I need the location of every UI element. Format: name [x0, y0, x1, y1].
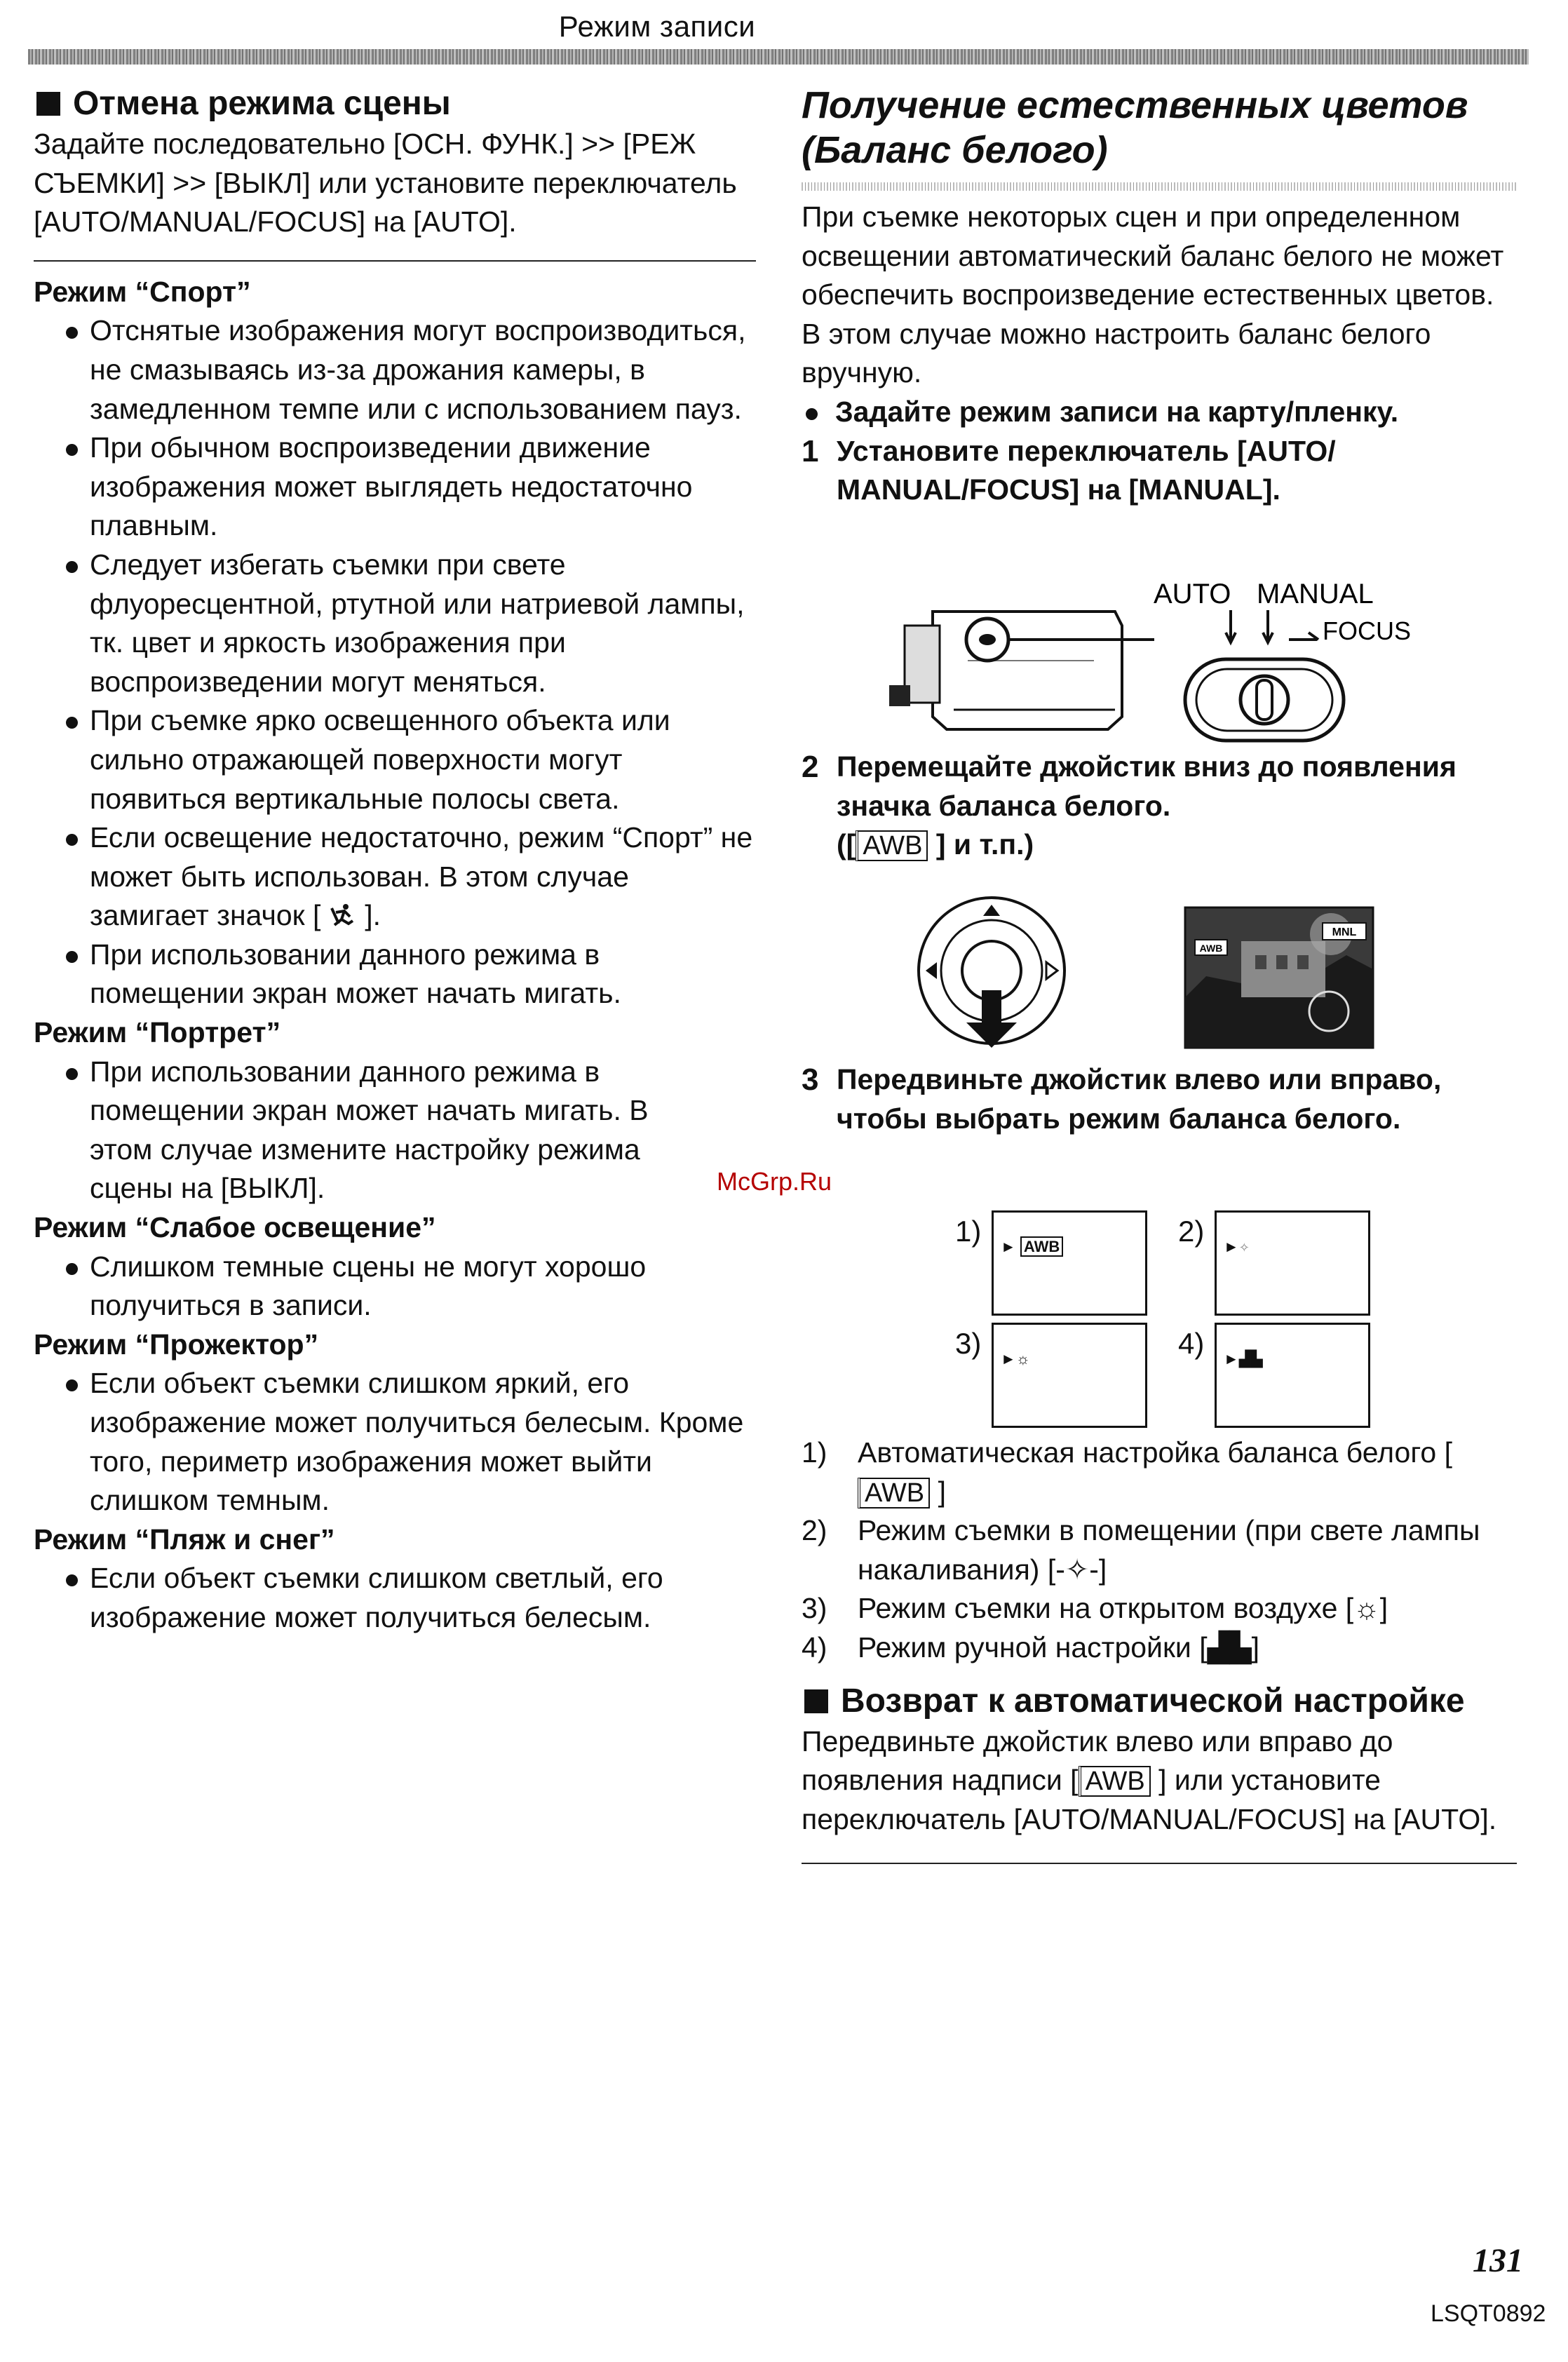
- cancel-scene-text: Задайте последовательно [ОСН. ФУНК.] >> [РЕЖ СЪЕМКИ] >> [ВЫКЛ] или установите переключатель [AUTO/MANUAL/FOCUS] на [AUTO].: [34, 128, 737, 238]
- manual-label: MANUAL: [1257, 579, 1374, 609]
- step-2-block: [802, 748, 1517, 865]
- list-item: При использовании данного режима в помещении экран может начать мигать. В этом случае измените настройку режима сцены на [ВЫКЛ].: [60, 1053, 756, 1208]
- record-mode-note: Задайте режим записи на карту/пленку.: [802, 393, 1517, 432]
- sport-list: [34, 311, 756, 1013]
- list-item: Следует избегать съемки при свете флуоресцентной, ртутной или натриевой лампы, тк. цвет и яркость изображения при воспроизведении могут меняться.: [60, 546, 756, 701]
- beach-heading: Режим “Пляж и снег”: [34, 1523, 335, 1555]
- page-number: 131: [1473, 2242, 1523, 2279]
- mode-box-manual: [1215, 1323, 1370, 1428]
- list-item: Если освещение недостаточно, режим “Спорт” не может быть использован. В этом случае замигает значок [ ].: [60, 818, 756, 936]
- awb-indicator-icon: ► AWB: [1001, 1238, 1063, 1256]
- viewfinder-screen-image: [1185, 907, 1373, 1048]
- list-item: Если объект съемки слишком яркий, его изображение может получиться белесым. Кроме того, периметр изображения может выйти слишком темным.: [60, 1364, 756, 1520]
- lamp-icon: -✧-: [1055, 1553, 1099, 1586]
- right-column-bottom: [802, 1433, 1517, 1864]
- spotlight-heading: Режим “Прожектор”: [34, 1328, 319, 1361]
- return-auto-heading: Возврат к автоматической настройке: [802, 1680, 1517, 1722]
- focus-label: FOCUS: [1323, 616, 1411, 645]
- document-code: LSQT0892: [1431, 2300, 1546, 2327]
- mode-box-number: 2): [1178, 1215, 1205, 1248]
- svg-text:AWB: AWB: [1199, 943, 1223, 954]
- list-item: При съемке ярко освещенного объекта или сильно отражающей поверхности могут появиться вертикальные полосы света.: [60, 701, 756, 818]
- list-item: Если объект съемки слишком светлый, его изображение может получиться белесым.: [60, 1559, 756, 1637]
- step-3-block: [802, 1060, 1517, 1138]
- sport-heading: Режим “Спорт”: [34, 275, 251, 308]
- running-person-icon: [329, 903, 357, 928]
- sun-icon: ☼: [1353, 1592, 1380, 1625]
- white-balance-title: Получение естественных цветов (Баланс белого): [802, 84, 1468, 171]
- right-column-top: [802, 83, 1517, 510]
- indoor-lamp-indicator-icon: ►✧: [1224, 1238, 1250, 1255]
- list-item: 3) Режим съемки на открытом воздухе [☼]: [802, 1592, 1388, 1625]
- left-column: [34, 83, 756, 1638]
- list-item: Слишком темные сцены не могут хорошо получиться в записи.: [60, 1248, 756, 1325]
- mode-box-outdoor: [992, 1323, 1147, 1428]
- camera-switch-illustration: [884, 569, 1431, 752]
- mode-box-auto: [992, 1210, 1147, 1316]
- auto-label: AUTO: [1154, 579, 1231, 609]
- step-1: 1 Установите переключатель [AUTO/ MANUAL/FOCUS] на [MANUAL].: [802, 433, 1336, 506]
- manual-wb-indicator-icon: ►▟▙: [1224, 1350, 1263, 1368]
- divider: [802, 1863, 1517, 1864]
- mode-box-indoor: [1215, 1210, 1370, 1316]
- watermark-text: McGrp.Ru: [717, 1167, 832, 1196]
- list-item: 4) Режим ручной настройки [▟▙]: [802, 1631, 1260, 1663]
- spotlight-list: [34, 1364, 756, 1520]
- title-underline: [802, 182, 1517, 191]
- square-bullet-icon: [36, 92, 60, 116]
- list-item: Отснятые изображения могут воспроизводиться, не смазываясь из-за дрожания камеры, в замедленном темпе или с использованием пауз.: [60, 311, 756, 428]
- lowlight-list: [34, 1248, 756, 1325]
- page-header-title: Режим записи: [558, 10, 756, 43]
- joystick-icon: [919, 898, 1065, 1048]
- list-item: 2) Режим съемки в помещении (при свете лампы накаливания) [-✧-]: [802, 1514, 1480, 1586]
- portrait-list: [34, 1053, 756, 1208]
- list-item: При использовании данного режима в помещении экран может начать мигать.: [60, 936, 756, 1013]
- manual-wb-icon: ▟▙: [1207, 1631, 1252, 1663]
- awb-icon: AWB: [1079, 1766, 1151, 1797]
- return-auto-text: Передвиньте джойстик влево или вправо до появления надписи [ AWB ] или установите переключатель [AUTO/MANUAL/FOCUS] на [AUTO].: [802, 1725, 1497, 1835]
- portrait-heading: Режим “Портрет”: [34, 1016, 281, 1049]
- awb-icon: AWB: [856, 830, 928, 861]
- beach-list: [34, 1559, 756, 1637]
- white-balance-legend: [802, 1433, 1517, 1668]
- mode-box-number: 1): [955, 1215, 982, 1248]
- svg-text:MNL: MNL: [1332, 926, 1357, 938]
- step-2: 2 Перемещайте джойстик вниз до появления значка баланса белого. ([ AWB ] и т.п.): [802, 750, 1457, 861]
- header-band: [28, 49, 1529, 65]
- white-balance-intro: При съемке некоторых сцен и при определенном освещении автоматический баланс белого не может обеспечить воспроизведение естественных цветов. В этом случае можно настроить баланс белого вручную.: [802, 201, 1504, 389]
- mode-box-number: 4): [1178, 1327, 1205, 1360]
- camera-body-icon: [889, 612, 1154, 729]
- divider: [34, 260, 756, 262]
- cancel-scene-heading: Отмена режима сцены: [34, 83, 756, 125]
- mode-box-number: 3): [955, 1327, 982, 1360]
- lowlight-heading: Режим “Слабое освещение”: [34, 1211, 436, 1244]
- list-item: При обычном воспроизведении движение изображения может выглядеть недостаточно плавным.: [60, 428, 756, 546]
- sun-indicator-icon: ►☼: [1001, 1350, 1030, 1368]
- square-bullet-icon: [804, 1689, 828, 1713]
- awb-icon: AWB: [858, 1478, 930, 1509]
- joystick-illustration: [912, 892, 1388, 1053]
- list-item: 1) Автоматическая настройка баланса белого [AWB ]: [802, 1436, 1452, 1508]
- step-3: 3 Передвиньте джойстик влево или вправо, чтобы выбрать режим баланса белого.: [802, 1062, 1442, 1135]
